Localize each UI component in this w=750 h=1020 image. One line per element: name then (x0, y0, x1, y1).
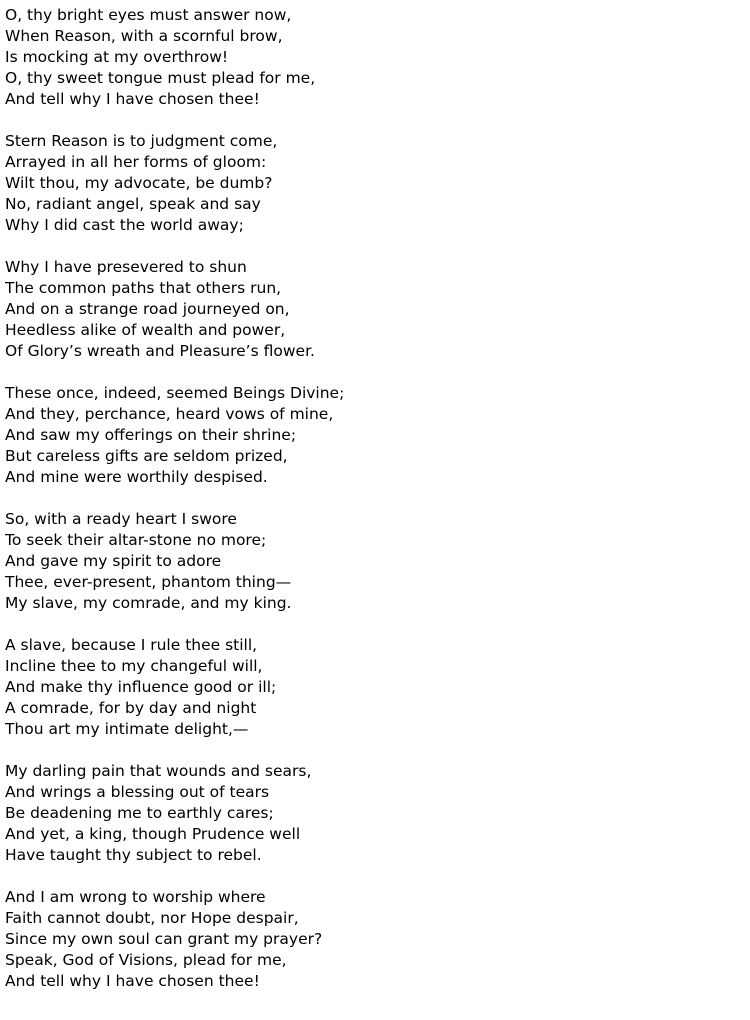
poem-line: And tell why I have chosen thee! (5, 972, 260, 990)
stanza-2 (5, 131, 745, 236)
poem-line: The common paths that others run, (5, 279, 282, 297)
stanza-8 (5, 887, 745, 992)
stanza-6 (5, 635, 745, 740)
poem-text (5, 5, 745, 1013)
poem-line: Stern Reason is to judgment come, (5, 132, 278, 150)
stanza-3 (5, 257, 745, 362)
poem-line: Why I have presevered to shun (5, 258, 247, 276)
poem-line: And tell why I have chosen thee! (5, 90, 260, 108)
poem-line: And saw my offerings on their shrine; (5, 426, 297, 444)
stanza-7 (5, 761, 745, 866)
poem-line: And mine were worthily despised. (5, 468, 268, 486)
poem-line: Of Glory’s wreath and Pleasure’s flower. (5, 342, 315, 360)
poem-line: Incline thee to my changeful will, (5, 657, 263, 675)
poem-line: So, with a ready heart I swore (5, 510, 237, 528)
poem-line: Heedless alike of wealth and power, (5, 321, 286, 339)
poem-line: And wrings a blessing out of tears (5, 783, 270, 801)
poem-line: But careless gifts are seldom prized, (5, 447, 288, 465)
poem-line: Thee, ever-present, phantom thing— (5, 573, 292, 591)
poem-line: My slave, my comrade, and my king. (5, 594, 292, 612)
poem-line: And gave my spirit to adore (5, 552, 222, 570)
poem-line: And yet, a king, though Prudence well (5, 825, 301, 843)
poem-line: Is mocking at my overthrow! (5, 48, 229, 66)
poem-line: Faith cannot doubt, nor Hope despair, (5, 909, 299, 927)
poem-line: No, radiant angel, speak and say (5, 195, 261, 213)
poem-line: Wilt thou, my advocate, be dumb? (5, 174, 273, 192)
poem-line: To seek their altar-stone no more; (5, 531, 267, 549)
poem-line: My darling pain that wounds and sears, (5, 762, 312, 780)
poem-line: Thou art my intimate delight,— (5, 720, 249, 738)
poem-line: O, thy sweet tongue must plead for me, (5, 69, 316, 87)
poem-line: And they, perchance, heard vows of mine, (5, 405, 334, 423)
stanza-5 (5, 509, 745, 614)
poem-line: These once, indeed, seemed Beings Divine; (5, 384, 345, 402)
poem-line: And make thy influence good or ill; (5, 678, 277, 696)
poem-line: And on a strange road journeyed on, (5, 300, 290, 318)
stanza-4 (5, 383, 745, 488)
poem-line: Have taught thy subject to rebel. (5, 846, 262, 864)
poem-line: A comrade, for by day and night (5, 699, 257, 717)
poem-line: O, thy bright eyes must answer now, (5, 6, 292, 24)
poem-line: Be deadening me to earthly cares; (5, 804, 274, 822)
poem-line: And I am wrong to worship where (5, 888, 266, 906)
stanza-1 (5, 5, 745, 110)
poem-line: Since my own soul can grant my prayer? (5, 930, 323, 948)
poem-line: Why I did cast the world away; (5, 216, 244, 234)
poem-line: Arrayed in all her forms of gloom: (5, 153, 267, 171)
poem-line: When Reason, with a scornful brow, (5, 27, 283, 45)
poem-line: Speak, God of Visions, plead for me, (5, 951, 287, 969)
poem-line: A slave, because I rule thee still, (5, 636, 258, 654)
